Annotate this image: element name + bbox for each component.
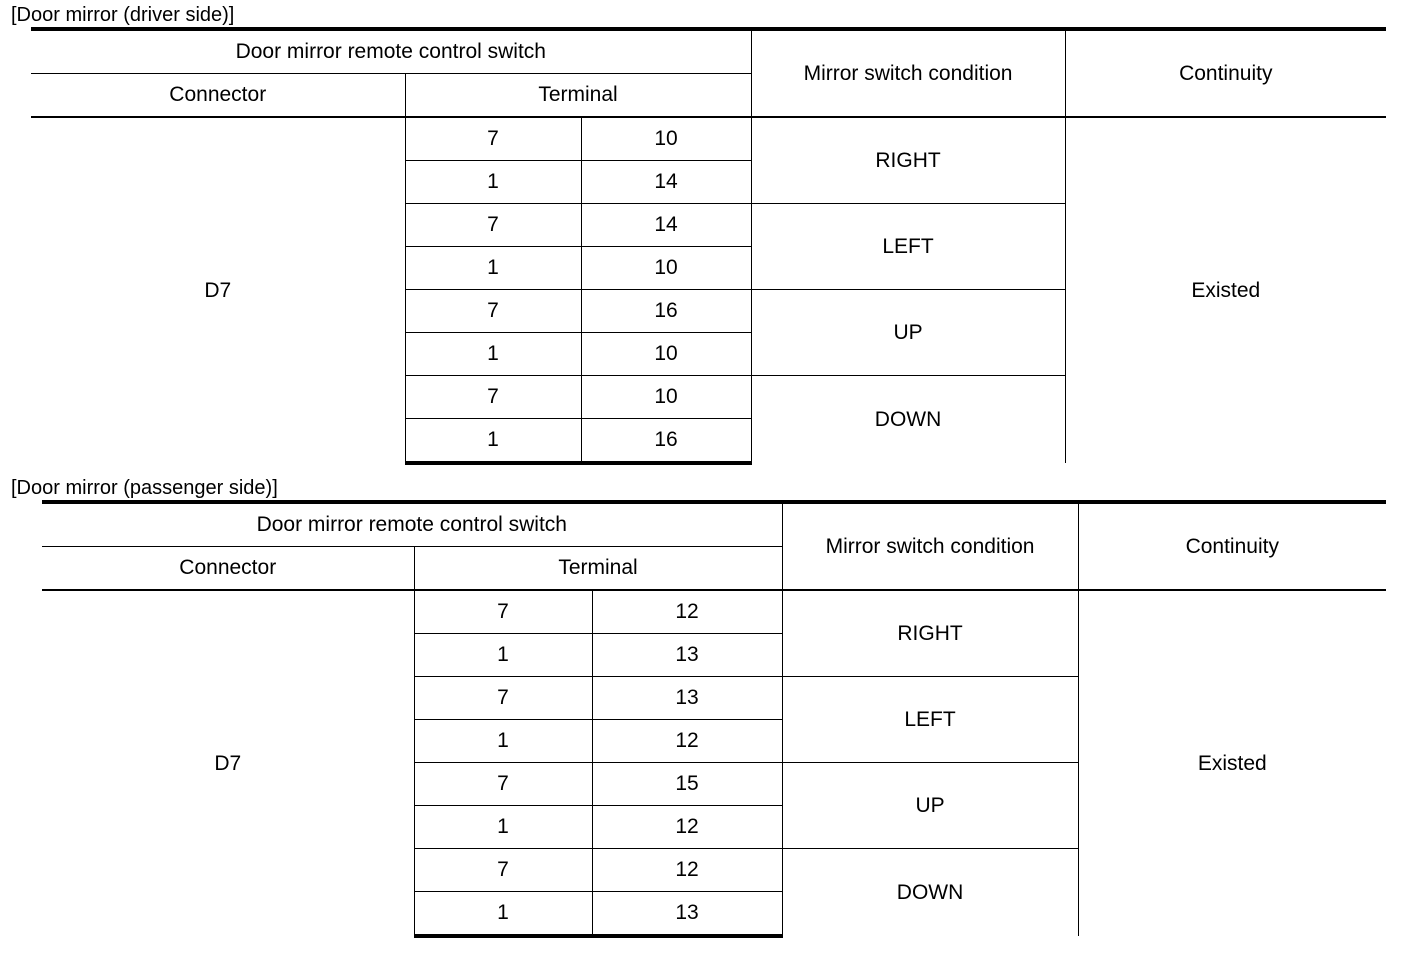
condition-cell: LEFT <box>782 677 1078 763</box>
passenger-continuity-table <box>42 500 1386 938</box>
continuity-cell: Existed <box>1078 590 1386 936</box>
terminal-b-cell: 13 <box>592 892 782 937</box>
terminal-a-cell: 7 <box>414 677 592 720</box>
condition-cell: UP <box>751 290 1065 376</box>
terminal-b-cell: 10 <box>581 247 751 290</box>
connector-cell: D7 <box>31 117 405 463</box>
terminal-a-cell: 1 <box>405 419 581 464</box>
header-row <box>42 502 1386 547</box>
terminal-a-cell: 7 <box>405 117 581 161</box>
terminal-a-cell: 7 <box>405 204 581 247</box>
driver-continuity-table <box>31 27 1386 465</box>
condition-cell: DOWN <box>782 849 1078 937</box>
driver-section-title: [Door mirror (driver side)] <box>11 4 235 26</box>
condition-cell: RIGHT <box>782 590 1078 677</box>
terminal-a-cell: 7 <box>405 290 581 333</box>
terminal-a-cell: 7 <box>405 376 581 419</box>
terminal-a-cell: 1 <box>405 333 581 376</box>
terminal-b-cell: 12 <box>592 849 782 892</box>
header-terminal: Terminal <box>405 74 751 118</box>
terminal-b-cell: 12 <box>592 720 782 763</box>
terminal-b-cell: 13 <box>592 634 782 677</box>
header-condition: Mirror switch condition <box>751 29 1065 117</box>
terminal-b-cell: 10 <box>581 117 751 161</box>
connector-cell: D7 <box>42 590 414 936</box>
terminal-a-cell: 1 <box>414 720 592 763</box>
passenger-section-title: [Door mirror (passenger side)] <box>11 477 278 499</box>
terminal-b-cell: 12 <box>592 590 782 634</box>
terminal-a-cell: 1 <box>414 892 592 937</box>
table-row <box>42 590 1386 634</box>
header-condition: Mirror switch condition <box>782 502 1078 590</box>
terminal-b-cell: 12 <box>592 806 782 849</box>
header-continuity: Continuity <box>1065 29 1386 117</box>
terminal-b-cell: 10 <box>581 333 751 376</box>
continuity-cell: Existed <box>1065 117 1386 463</box>
terminal-b-cell: 15 <box>592 763 782 806</box>
terminal-b-cell: 14 <box>581 204 751 247</box>
terminal-a-cell: 7 <box>414 590 592 634</box>
header-switch-group: Door mirror remote control switch <box>31 29 751 74</box>
terminal-a-cell: 7 <box>414 849 592 892</box>
condition-cell: LEFT <box>751 204 1065 290</box>
terminal-b-cell: 16 <box>581 419 751 464</box>
header-switch-group: Door mirror remote control switch <box>42 502 782 547</box>
header-terminal: Terminal <box>414 547 782 591</box>
header-connector: Connector <box>31 74 405 118</box>
terminal-a-cell: 1 <box>405 247 581 290</box>
terminal-b-cell: 13 <box>592 677 782 720</box>
terminal-a-cell: 1 <box>414 634 592 677</box>
terminal-b-cell: 16 <box>581 290 751 333</box>
header-row <box>31 29 1386 74</box>
terminal-b-cell: 10 <box>581 376 751 419</box>
terminal-a-cell: 7 <box>414 763 592 806</box>
condition-cell: UP <box>782 763 1078 849</box>
condition-cell: RIGHT <box>751 117 1065 204</box>
terminal-a-cell: 1 <box>414 806 592 849</box>
terminal-b-cell: 14 <box>581 161 751 204</box>
header-connector: Connector <box>42 547 414 591</box>
table-row <box>31 117 1386 161</box>
condition-cell: DOWN <box>751 376 1065 464</box>
header-continuity: Continuity <box>1078 502 1386 590</box>
terminal-a-cell: 1 <box>405 161 581 204</box>
